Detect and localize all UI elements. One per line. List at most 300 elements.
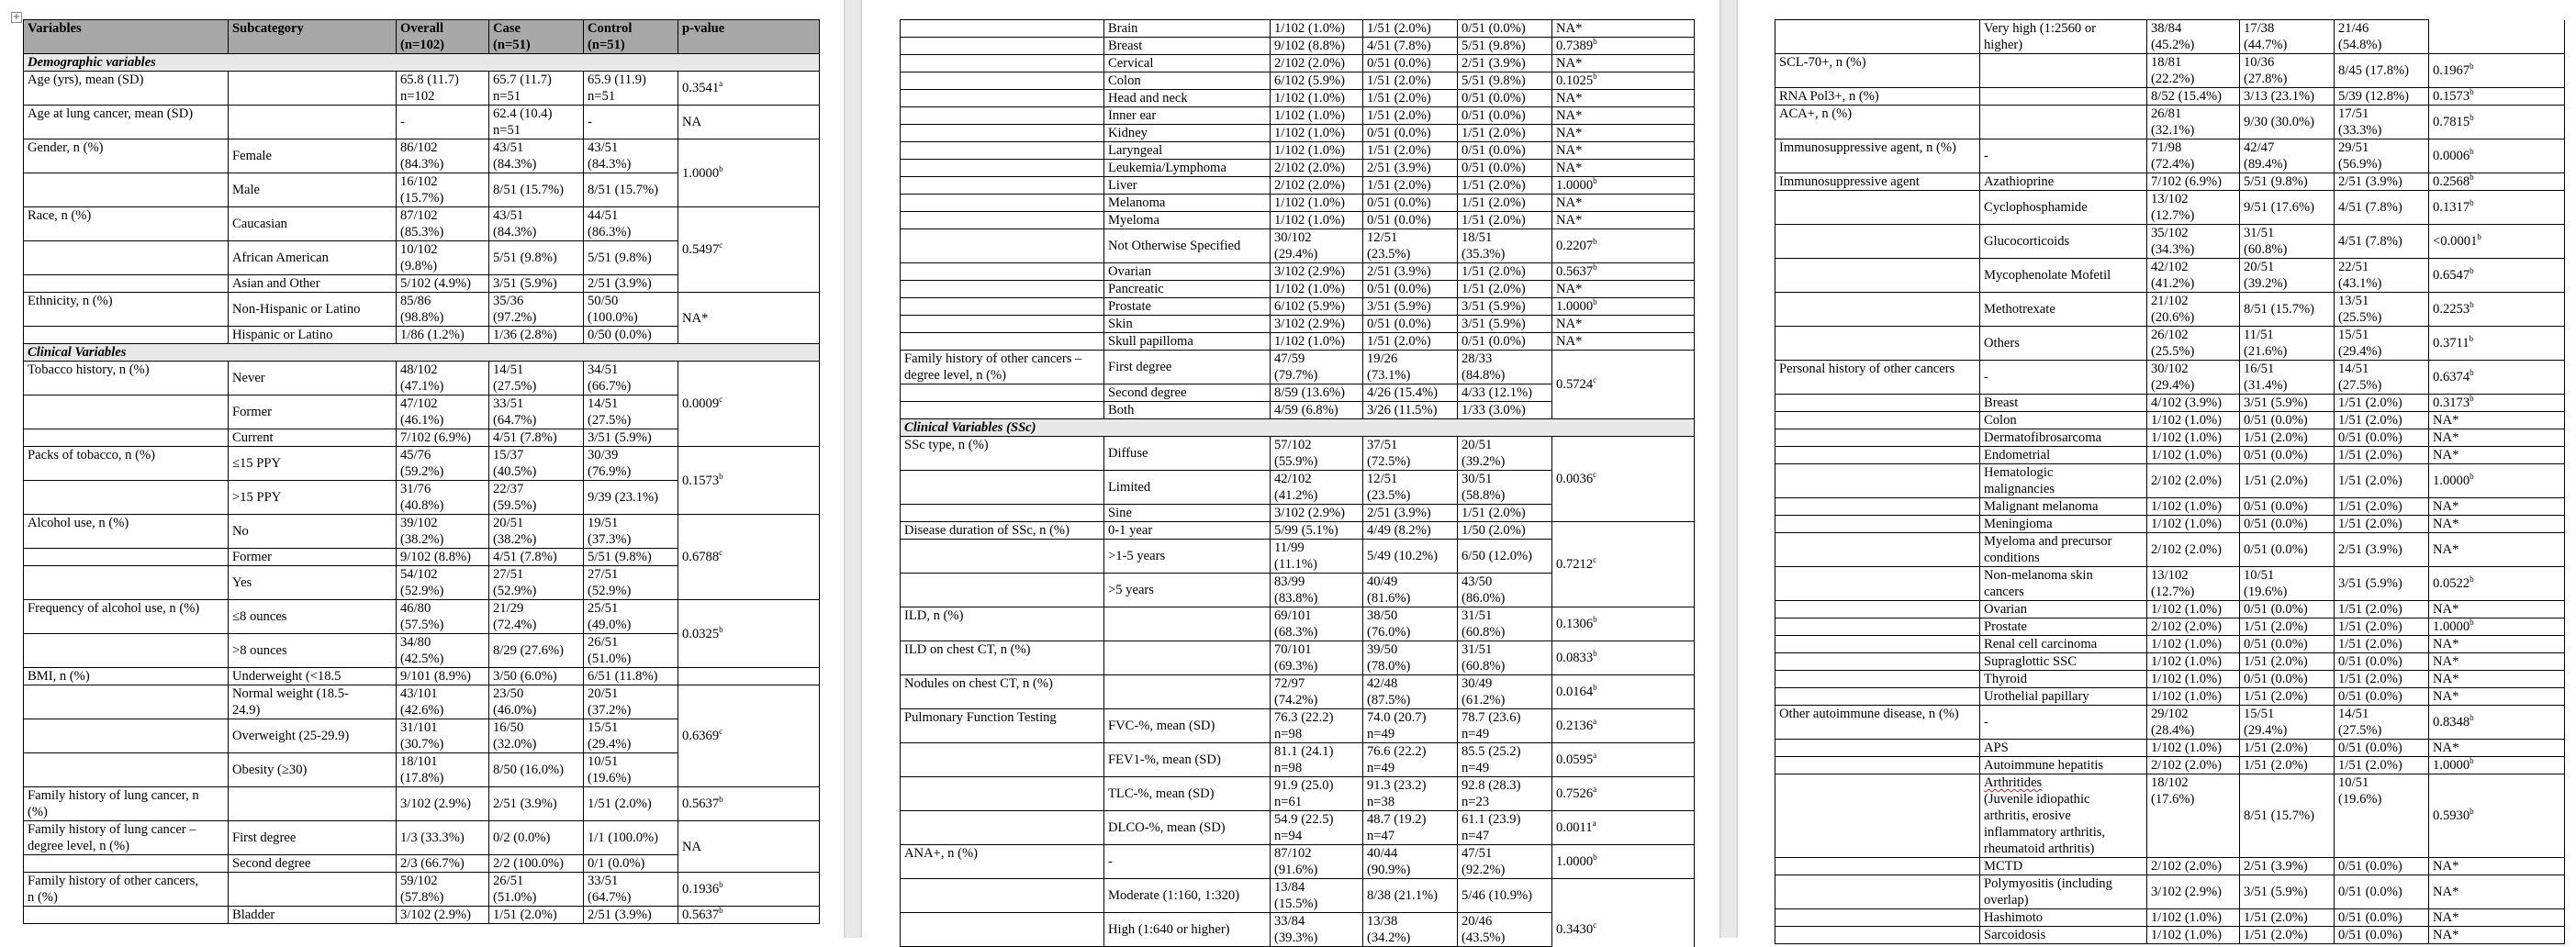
control-cell: 15/51 (29.4%) <box>584 719 678 753</box>
p-value-footnote-marker: c <box>1593 555 1597 565</box>
variable-cell <box>1775 20 1980 54</box>
control-cell: 1/51 (2.0%) <box>2335 636 2429 653</box>
overall-cell: 2/102 (2.0%) <box>1271 55 1363 72</box>
control-cell: 18/51 (35.3%) <box>1458 229 1552 263</box>
variable-cell <box>1775 259 1980 293</box>
section-title: Clinical Variables <box>24 344 820 362</box>
variable-cell <box>1775 191 1980 225</box>
variable-cell: ANA+, n (%) <box>901 845 1104 879</box>
case-cell: 1/51 (2.0%) <box>2240 464 2335 498</box>
variable-cell <box>1775 927 1980 944</box>
overall-cell: 2/102 (2.0%) <box>2147 464 2240 498</box>
subcategory-cell: Pancreatic <box>1104 281 1271 298</box>
case-cell: 35/36 (97.2%) <box>489 293 584 327</box>
control-cell: 2/51 (3.9%) <box>2335 533 2429 567</box>
variable-cell: Alcohol use, n (%) <box>24 515 229 549</box>
variable-cell <box>901 402 1104 419</box>
p-value-footnote-marker: b <box>1593 297 1597 307</box>
table-row <box>24 600 820 634</box>
subcategory-cell: Non-Hispanic or Latino <box>229 293 397 327</box>
variable-cell <box>24 753 229 787</box>
overall-cell: 46/80 (57.5%) <box>397 600 489 634</box>
case-cell: 1/51 (2.0%) <box>2240 653 2335 671</box>
case-cell: 0/51 (0.0%) <box>1363 55 1458 72</box>
subcategory-cell <box>229 106 397 139</box>
table-row <box>1775 361 2565 395</box>
control-cell: 1/51 (2.0%) <box>2335 447 2429 464</box>
p-value-footnote-marker: b <box>2470 61 2474 72</box>
variable-cell <box>1775 740 1980 757</box>
subcategory-cell: Sine <box>1104 505 1271 522</box>
p-value-cell <box>678 293 820 344</box>
p-value-cell <box>2429 191 2565 225</box>
p-value-text: 0.2568 <box>2433 174 2470 189</box>
p-value-cell <box>1552 72 1695 90</box>
p-value-cell <box>2429 20 2565 54</box>
table-row <box>1775 516 2565 533</box>
p-value-cell <box>2429 429 2565 447</box>
control-cell: 1/51 (2.0%) <box>2335 516 2429 533</box>
case-cell: 4/51 (7.8%) <box>489 429 584 447</box>
case-cell: 12/51 (23.5%) <box>1363 471 1458 505</box>
overall-cell: 71/98 (72.4%) <box>2147 139 2240 173</box>
control-cell: 2/51 (3.9%) <box>584 275 678 293</box>
variable-cell <box>901 142 1104 160</box>
p-value-cell <box>2429 653 2565 671</box>
control-cell: 0/51 (0.0%) <box>1458 90 1552 107</box>
subcategory-cell: Male <box>229 173 397 207</box>
p-value-text: 0.6369 <box>682 729 720 743</box>
subcategory-cell: Hematologic malignancies <box>1980 464 2147 498</box>
case-cell: 42/48 (87.5%) <box>1363 675 1458 709</box>
p-value-cell <box>2429 671 2565 688</box>
variable-cell: RNA Pol3+, n (%) <box>1775 88 1980 106</box>
document-page-2 <box>862 0 1719 945</box>
case-cell: 91.3 (23.2) n=38 <box>1363 777 1458 811</box>
subcategory-cell: Liver <box>1104 177 1271 195</box>
p-value-cell <box>1552 229 1695 263</box>
variable-cell <box>901 90 1104 107</box>
table-row <box>901 177 1695 195</box>
variable-cell <box>901 879 1104 913</box>
subcategory-cell: Breast <box>1104 38 1271 55</box>
case-cell: 1/51 (2.0%) <box>1363 107 1458 125</box>
subcategory-cell: Limited <box>1104 471 1271 505</box>
p-value-footnote-marker: b <box>2470 394 2474 404</box>
variable-cell <box>901 55 1104 72</box>
variable-cell <box>901 913 1104 947</box>
case-cell: 2/51 (3.9%) <box>1363 263 1458 281</box>
overall-cell: 13/102 (12.7%) <box>2147 191 2240 225</box>
case-cell: 19/26 (73.1%) <box>1363 351 1458 384</box>
overall-cell: 3/102 (2.9%) <box>397 907 489 924</box>
subcategory-cell: DLCO-%, mean (SD) <box>1104 811 1271 845</box>
variable-cell <box>1775 875 1980 909</box>
overall-cell: 48/102 (47.1%) <box>397 362 489 396</box>
overall-cell: 2/102 (2.0%) <box>2147 533 2240 567</box>
variable-cell: Other autoimmune disease, n (%) <box>1775 706 1980 740</box>
p-value-cell <box>2429 774 2565 858</box>
table-row <box>1775 858 2565 875</box>
subcategory-cell: Moderate (1:160, 1:320) <box>1104 879 1271 913</box>
p-value-cell <box>1552 316 1695 333</box>
variable-cell <box>1775 516 1980 533</box>
p-value-text: NA* <box>1556 282 1583 296</box>
case-cell: 1/51 (2.0%) <box>2240 740 2335 757</box>
subcategory-cell: Underweight (<18.5 <box>229 668 397 685</box>
control-cell: 47/51 (92.2%) <box>1458 845 1552 879</box>
p-value-cell <box>1552 743 1695 777</box>
p-value-cell <box>2429 293 2565 327</box>
overall-cell: 31/101 (30.7%) <box>397 719 489 753</box>
overall-cell: 1/102 (1.0%) <box>1271 20 1363 38</box>
p-value-text: 0.0522 <box>2433 576 2470 591</box>
control-cell: 17/51 (33.3%) <box>2335 106 2429 139</box>
table-row <box>1775 20 2565 54</box>
p-value-text: NA* <box>2433 448 2459 462</box>
variable-cell: Nodules on chest CT, n (%) <box>901 675 1104 709</box>
table-row <box>24 907 820 924</box>
variable-cell <box>1775 653 1980 671</box>
table-row <box>1775 706 2565 740</box>
p-value-footnote-marker: b <box>1593 37 1597 47</box>
subcategory-cell: Glucocorticoids <box>1980 225 2147 259</box>
subcategory-cell: Urothelial papillary <box>1980 688 2147 706</box>
p-value-cell <box>2429 636 2565 653</box>
p-value-footnote-marker: c <box>1593 920 1597 930</box>
p-value-footnote-marker: a <box>1593 717 1597 727</box>
control-cell: 5/51 (9.8%) <box>584 241 678 275</box>
case-cell: 31/51 (60.8%) <box>2240 225 2335 259</box>
p-value-cell <box>1552 212 1695 229</box>
overall-cell: 42/102 (41.2%) <box>1271 471 1363 505</box>
variable-cell <box>901 160 1104 177</box>
variable-cell <box>1775 774 1980 858</box>
table-row <box>901 107 1695 125</box>
p-value-text: 0.0009 <box>682 396 720 411</box>
variable-cell <box>24 327 229 344</box>
p-value-cell <box>1552 177 1695 195</box>
overall-cell: 4/59 (6.8%) <box>1271 402 1363 419</box>
control-cell: 0/51 (0.0%) <box>1458 20 1552 38</box>
p-value-footnote-marker: b <box>2477 232 2481 242</box>
subcategory-cell <box>1980 54 2147 88</box>
control-cell: 0/51 (0.0%) <box>1458 142 1552 160</box>
control-cell: 0/51 (0.0%) <box>2335 875 2429 909</box>
subcategory-cell: >1-5 years <box>1104 540 1271 574</box>
variable-cell <box>1775 498 1980 516</box>
overall-cell: 47/102 (46.1%) <box>397 396 489 429</box>
table-row <box>901 298 1695 316</box>
overall-cell: 35/102 (34.3%) <box>2147 225 2240 259</box>
subcategory-cell: Diffuse <box>1104 437 1271 471</box>
p-value-text: 0.2136 <box>1556 719 1594 733</box>
table-row <box>1775 757 2565 774</box>
case-cell: 0/51 (0.0%) <box>1363 316 1458 333</box>
overall-cell: 8/59 (13.6%) <box>1271 384 1363 402</box>
subcategory-cell: Non-melanoma skin cancers <box>1980 567 2147 601</box>
case-cell: 0/51 (0.0%) <box>1363 281 1458 298</box>
characteristics-table-part-3 <box>1775 19 2565 944</box>
p-value-cell <box>1552 160 1695 177</box>
subcategory-cell: Autoimmune hepatitis <box>1980 757 2147 774</box>
variable-cell <box>1775 464 1980 498</box>
overall-cell: - <box>397 106 489 139</box>
case-cell: 2/2 (100.0%) <box>489 855 584 873</box>
variable-cell <box>24 566 229 600</box>
table-row <box>1775 88 2565 106</box>
overall-cell: 54/102 (52.9%) <box>397 566 489 600</box>
p-value-footnote-marker: b <box>2470 574 2474 585</box>
overall-cell: 1/102 (1.0%) <box>2147 653 2240 671</box>
p-value-text: 0.0164 <box>1556 685 1594 699</box>
p-value-text: 0.0595 <box>1556 752 1594 767</box>
case-cell: 13/38 (34.2%) <box>1363 913 1458 947</box>
p-value-footnote-marker: b <box>2470 266 2474 276</box>
p-value-text: NA* <box>1556 108 1583 123</box>
subcategory-cell: Breast <box>1980 395 2147 412</box>
p-value-text: 0.1317 <box>2433 200 2470 215</box>
overall-cell: 26/102 (25.5%) <box>2147 327 2240 361</box>
control-cell: 22/51 (43.1%) <box>2335 259 2429 293</box>
p-value-cell <box>1552 351 1695 419</box>
p-value-text: 0.3173 <box>2433 396 2470 410</box>
p-value-cell <box>1552 263 1695 281</box>
variable-cell <box>24 429 229 447</box>
p-value-text: 0.8348 <box>2433 715 2470 730</box>
table-row <box>901 913 1695 947</box>
control-cell: 0/51 (0.0%) <box>2335 927 2429 944</box>
control-cell: 3/51 (5.9%) <box>584 429 678 447</box>
overall-cell: 7/102 (6.9%) <box>2147 173 2240 191</box>
control-cell: 4/33 (12.1%) <box>1458 384 1552 402</box>
p-value-footnote-marker: b <box>2470 368 2474 378</box>
p-value-text: 1.0000 <box>2433 758 2470 773</box>
variable-cell <box>1775 671 1980 688</box>
section-title: Demographic variables <box>24 54 820 72</box>
subcategory-cell: Second degree <box>1104 384 1271 402</box>
subcategory-cell: TLC-%, mean (SD) <box>1104 777 1271 811</box>
control-cell: 4/51 (7.8%) <box>2335 225 2429 259</box>
subcategory-cell: Prostate <box>1104 298 1271 316</box>
p-value-text: 0.1025 <box>1556 73 1594 88</box>
variable-cell <box>1775 293 1980 327</box>
variable-cell: Immunosuppressive agent <box>1775 173 1980 191</box>
variable-cell <box>24 907 229 924</box>
table-row <box>1775 671 2565 688</box>
case-cell: 9/30 (30.0%) <box>2240 106 2335 139</box>
table-header-row <box>24 20 820 54</box>
p-value-cell <box>678 106 820 139</box>
control-cell: 1/51 (2.0%) <box>1458 195 1552 212</box>
spellcheck-flagged-word[interactable]: Arthritides <box>1984 775 2043 790</box>
p-value-text: 0.5637 <box>682 908 720 922</box>
overall-cell: 2/102 (2.0%) <box>1271 177 1363 195</box>
p-value-footnote-marker: b <box>2470 87 2474 97</box>
control-cell: 2/51 (3.9%) <box>2335 173 2429 191</box>
table-row <box>1775 601 2565 618</box>
variable-cell: SSc type, n (%) <box>901 437 1104 471</box>
p-value-text: NA* <box>1556 91 1583 106</box>
variable-cell <box>901 777 1104 811</box>
case-cell: 0/51 (0.0%) <box>2240 516 2335 533</box>
subcategory-cell: African American <box>229 241 397 275</box>
table-row <box>24 515 820 549</box>
p-value-text: 0.1573 <box>2433 89 2470 104</box>
overall-cell: 57/102 (55.9%) <box>1271 437 1363 471</box>
subcategory-cell: Obesity (≥30) <box>229 753 397 787</box>
subcategory-cell: Very high (1:2560 or higher) <box>1980 20 2147 54</box>
case-cell: 11/51 (21.6%) <box>2240 327 2335 361</box>
table-row <box>901 263 1695 281</box>
p-value-footnote-marker: b <box>2470 618 2474 628</box>
control-cell: 30/51 (58.8%) <box>1458 471 1552 505</box>
p-value-cell <box>2429 533 2565 567</box>
p-value-cell <box>1552 675 1695 709</box>
control-cell: 1/51 (2.0%) <box>1458 212 1552 229</box>
control-cell: 1/51 (2.0%) <box>1458 281 1552 298</box>
p-value-cell <box>1552 107 1695 125</box>
p-value-text: 0.5637 <box>682 797 720 811</box>
overall-cell: 11/99 (11.1%) <box>1271 540 1363 574</box>
subcategory-cell: Renal cell carcinoma <box>1980 636 2147 653</box>
subcategory-cell: Hispanic or Latino <box>229 327 397 344</box>
case-cell: 3/50 (6.0%) <box>489 668 584 685</box>
variable-cell <box>901 212 1104 229</box>
table-move-handle-icon[interactable]: + <box>12 12 21 22</box>
subcategory-cell: Supraglottic SSC <box>1980 653 2147 671</box>
p-value-text: 0.1967 <box>2433 63 2470 78</box>
column-header-control: Control (n=51) <box>584 20 678 54</box>
overall-cell: 86/102 (84.3%) <box>397 139 489 173</box>
subcategory-cell: >8 ounces <box>229 634 397 668</box>
subcategory-cell: Caucasian <box>229 207 397 241</box>
subcategory-cell: Meningioma <box>1980 516 2147 533</box>
subcategory-cell: Methotrexate <box>1980 293 2147 327</box>
p-value-text: 0.3541 <box>682 81 720 95</box>
variable-cell <box>24 173 229 207</box>
case-cell: 0/51 (0.0%) <box>1363 125 1458 142</box>
subcategory-cell <box>1980 106 2147 139</box>
case-cell: 3/51 (5.9%) <box>489 275 584 293</box>
control-cell: 14/51 (27.5%) <box>584 396 678 429</box>
overall-cell: 1/102 (1.0%) <box>1271 125 1363 142</box>
p-value-footnote-marker: b <box>1593 72 1597 82</box>
control-cell: 50/50 (100.0%) <box>584 293 678 327</box>
p-value-text: NA* <box>1556 143 1583 158</box>
subcategory-cell: Current <box>229 429 397 447</box>
control-cell: 0/51 (0.0%) <box>2335 688 2429 706</box>
p-value-text: NA* <box>2433 602 2459 617</box>
variable-cell <box>1775 858 1980 875</box>
overall-cell: 34/80 (42.5%) <box>397 634 489 668</box>
p-value-text: 1.0000 <box>2433 619 2470 634</box>
subcategory-cell <box>1104 607 1271 641</box>
variable-cell: Personal history of other cancers <box>1775 361 1980 395</box>
subcategory-cell: Kidney <box>1104 125 1271 142</box>
case-cell: 1/51 (2.0%) <box>2240 757 2335 774</box>
subcategory-cell: Myeloma and precursor conditions <box>1980 533 2147 567</box>
overall-cell: 87/102 (91.6%) <box>1271 845 1363 879</box>
case-cell: 1/51 (2.0%) <box>1363 142 1458 160</box>
section-header-row <box>24 54 820 72</box>
overall-cell: 76.3 (22.2) n=98 <box>1271 709 1363 743</box>
control-cell: 0/50 (0.0%) <box>584 327 678 344</box>
table-row <box>1775 498 2565 516</box>
p-value-text: 0.7212 <box>1556 557 1594 572</box>
document-page-1 <box>0 0 844 938</box>
p-value-footnote-marker: c <box>1593 470 1597 480</box>
p-value-cell <box>2429 757 2565 774</box>
p-value-footnote-marker: b <box>1593 683 1597 693</box>
control-cell: 10/51 (19.6%) <box>2335 774 2429 858</box>
subcategory-cell: ≤15 PPY <box>229 447 397 481</box>
p-value-text: NA* <box>2433 910 2459 925</box>
p-value-footnote-marker: b <box>1593 615 1597 625</box>
subcategory-cell: Not Otherwise Specified <box>1104 229 1271 263</box>
p-value-footnote-marker: b <box>2470 472 2474 482</box>
case-cell: 8/29 (27.6%) <box>489 634 584 668</box>
case-cell: 0/51 (0.0%) <box>2240 671 2335 688</box>
table-row <box>1775 533 2565 567</box>
variable-cell: Pulmonary Function Testing <box>901 709 1104 743</box>
p-value-text: NA* <box>2433 885 2459 899</box>
p-value-footnote-marker: a <box>1592 819 1596 829</box>
case-cell: 3/51 (5.9%) <box>2240 395 2335 412</box>
table-row <box>901 879 1695 913</box>
variable-cell: Disease duration of SSc, n (%) <box>901 522 1104 540</box>
control-cell: 1/51 (2.0%) <box>2335 395 2429 412</box>
overall-cell: 1/102 (1.0%) <box>1271 90 1363 107</box>
p-value-footnote-marker: b <box>1593 649 1597 659</box>
table-row <box>901 607 1695 641</box>
case-cell: 21/29 (72.4%) <box>489 600 584 634</box>
p-value-footnote-marker: b <box>2470 300 2474 310</box>
p-value-text: 0.5930 <box>2433 808 2470 823</box>
table-row <box>1775 395 2565 412</box>
control-cell: 20/51 (39.2%) <box>1458 437 1552 471</box>
overall-cell: 4/102 (3.9%) <box>2147 395 2240 412</box>
p-value-footnote-marker: b <box>2470 756 2474 766</box>
variable-cell <box>901 195 1104 212</box>
section-header-row <box>901 419 1695 437</box>
p-value-text: NA* <box>1556 195 1583 210</box>
case-cell: 1/51 (2.0%) <box>1363 20 1458 38</box>
case-cell: 20/51 (38.2%) <box>489 515 584 549</box>
variable-cell: Family history of other cancers – degree level, n (%) <box>901 351 1104 384</box>
p-value-cell <box>1552 38 1695 55</box>
p-value-cell <box>1552 709 1695 743</box>
subcategory-cell: 0-1 year <box>1104 522 1271 540</box>
control-cell: 1/51 (2.0%) <box>2335 412 2429 429</box>
case-cell: 43/51 (84.3%) <box>489 139 584 173</box>
overall-cell: 1/102 (1.0%) <box>2147 601 2240 618</box>
p-value-cell <box>1552 607 1695 641</box>
control-cell: 19/51 (37.3%) <box>584 515 678 549</box>
overall-cell: 3/102 (2.9%) <box>2147 875 2240 909</box>
variable-cell <box>901 574 1104 607</box>
control-cell: 0/51 (0.0%) <box>2335 740 2429 757</box>
variable-cell <box>1775 757 1980 774</box>
variable-cell <box>901 540 1104 574</box>
subcategory-cell: Dermatofibrosarcoma <box>1980 429 2147 447</box>
variable-cell <box>24 685 229 719</box>
subcategory-cell: Mycophenolate Mofetil <box>1980 259 2147 293</box>
case-cell: 0/51 (0.0%) <box>2240 601 2335 618</box>
control-cell: 3/51 (5.9%) <box>1458 298 1552 316</box>
variable-cell: Family history of lung cancer – degree level, n (%) <box>24 821 229 855</box>
overall-cell: 1/102 (1.0%) <box>2147 447 2240 464</box>
